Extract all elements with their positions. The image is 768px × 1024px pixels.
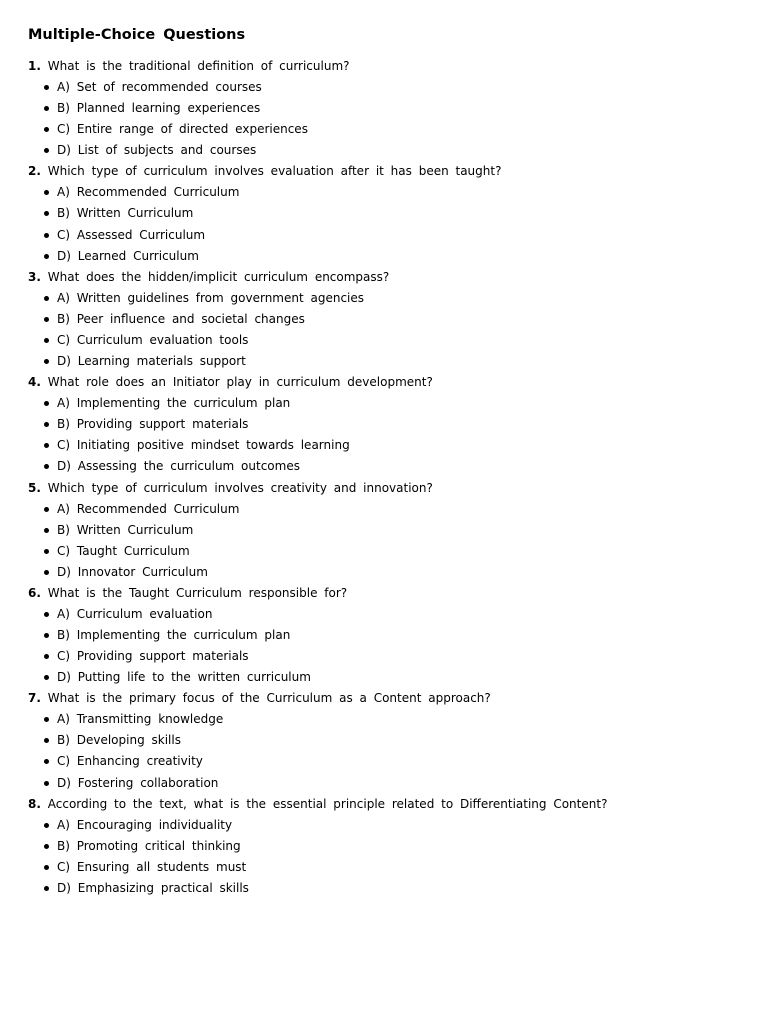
question-number: 1. — [28, 59, 41, 73]
option-list — [28, 184, 748, 263]
bullet-icon — [44, 865, 49, 870]
page-title: Multiple-Choice Questions — [28, 27, 246, 43]
option-item — [28, 627, 748, 643]
option-text: B) Promoting critical thinking — [57, 838, 241, 853]
option-item — [28, 332, 748, 348]
option-item — [28, 501, 748, 517]
question-block — [28, 163, 748, 263]
question-text — [28, 480, 748, 496]
bullet-icon — [44, 570, 49, 575]
bullet-icon — [44, 254, 49, 259]
option-text: D) Learned Curriculum — [57, 248, 199, 263]
option-list — [28, 711, 748, 790]
bullet-icon — [44, 633, 49, 638]
option-item — [28, 395, 748, 411]
option-list — [28, 79, 748, 158]
question-number: 6. — [28, 585, 41, 600]
option-list — [28, 395, 748, 474]
question-text — [28, 58, 748, 74]
option-text: B) Providing support materials — [57, 417, 249, 432]
question-prompt: Which type of curriculum involves evaluation after it has been taught? — [47, 164, 502, 179]
option-item — [28, 184, 748, 200]
question-number: 4. — [28, 375, 41, 390]
question-prompt: According to the text, what is the essential principle related to Differentiating Content? — [47, 796, 608, 811]
option-item — [28, 100, 748, 116]
bullet-icon — [44, 148, 49, 153]
option-text: A) Transmitting knowledge — [57, 712, 224, 727]
question-number: 2. — [28, 164, 41, 179]
option-item — [28, 416, 748, 432]
question-text — [28, 585, 748, 601]
question-list — [28, 58, 748, 896]
question-block — [28, 269, 748, 369]
option-text: B) Written Curriculum — [57, 522, 194, 537]
option-item — [28, 142, 748, 158]
option-item — [28, 775, 748, 791]
bullet-icon — [44, 401, 49, 406]
bullet-icon — [44, 422, 49, 427]
question-text — [28, 796, 748, 812]
option-item — [28, 838, 748, 854]
option-text: C) Providing support materials — [57, 649, 249, 664]
option-item — [28, 79, 748, 95]
option-item — [28, 648, 748, 664]
option-item — [28, 227, 748, 243]
option-text: B) Written Curriculum — [57, 206, 194, 221]
bullet-icon — [44, 528, 49, 533]
bullet-icon — [44, 190, 49, 195]
option-text: A) Written guidelines from government agencies — [57, 290, 365, 305]
option-item — [28, 205, 748, 221]
option-text: D) Fostering collaboration — [57, 775, 219, 790]
option-list — [28, 817, 748, 896]
bullet-icon — [44, 464, 49, 469]
question-number: 8. — [28, 796, 41, 811]
option-text: A) Recommended Curriculum — [57, 185, 240, 200]
bullet-icon — [44, 296, 49, 301]
option-text: B) Implementing the curriculum plan — [57, 627, 291, 642]
option-text: A) Encouraging individuality — [57, 817, 233, 832]
option-item — [28, 543, 748, 559]
option-text: C) Initiating positive mindset towards learning — [57, 438, 350, 453]
option-item — [28, 522, 748, 538]
bullet-icon — [44, 359, 49, 364]
bullet-icon — [44, 211, 49, 216]
bullet-icon — [44, 823, 49, 828]
bullet-icon — [44, 127, 49, 132]
option-text: C) Entire range of directed experiences — [57, 122, 308, 137]
question-number: 5. — [28, 480, 41, 495]
document-page — [28, 26, 748, 901]
bullet-icon — [44, 106, 49, 111]
option-item — [28, 248, 748, 264]
option-item — [28, 564, 748, 580]
bullet-icon — [44, 317, 49, 322]
bullet-icon — [44, 675, 49, 680]
option-text: C) Enhancing creativity — [57, 754, 203, 769]
option-item — [28, 311, 748, 327]
option-text: C) Curriculum evaluation tools — [57, 332, 249, 347]
bullet-icon — [44, 233, 49, 238]
option-text: A) Implementing the curriculum plan — [57, 396, 291, 411]
question-text — [28, 374, 748, 390]
question-block — [28, 480, 748, 580]
option-text: B) Planned learning experiences — [57, 101, 261, 116]
bullet-icon — [44, 612, 49, 617]
question-prompt: What is the primary focus of the Curriculum as a Content approach? — [47, 691, 491, 706]
bullet-icon — [44, 507, 49, 512]
option-text: A) Recommended Curriculum — [57, 501, 240, 516]
question-block — [28, 796, 748, 896]
option-item — [28, 290, 748, 306]
bullet-icon — [44, 549, 49, 554]
question-text — [28, 690, 748, 706]
option-text: D) Assessing the curriculum outcomes — [57, 459, 300, 474]
option-text: C) Ensuring all students must — [57, 859, 247, 874]
question-block — [28, 690, 748, 790]
option-text: D) List of subjects and courses — [57, 143, 257, 158]
option-item — [28, 753, 748, 769]
bullet-icon — [44, 338, 49, 343]
option-item — [28, 437, 748, 453]
option-text: B) Developing skills — [57, 733, 181, 748]
question-prompt: What does the hidden/implicit curriculum encompass? — [47, 269, 390, 284]
option-item — [28, 669, 748, 685]
bullet-icon — [44, 738, 49, 743]
bullet-icon — [44, 717, 49, 722]
question-prompt: What role does an Initiator play in curriculum development? — [47, 375, 433, 390]
bullet-icon — [44, 844, 49, 849]
bullet-icon — [44, 85, 49, 90]
option-text: B) Peer influence and societal changes — [57, 311, 305, 326]
question-block — [28, 585, 748, 685]
question-block — [28, 58, 748, 158]
question-text — [28, 269, 748, 285]
option-item — [28, 732, 748, 748]
option-text: D) Innovator Curriculum — [57, 564, 208, 579]
option-text: C) Assessed Curriculum — [57, 227, 206, 242]
bullet-icon — [44, 759, 49, 764]
bullet-icon — [44, 781, 49, 786]
option-text: D) Emphasizing practical skills — [57, 880, 249, 895]
option-text: D) Putting life to the written curriculum — [57, 670, 311, 685]
option-item — [28, 121, 748, 137]
option-text: A) Curriculum evaluation — [57, 606, 213, 621]
question-prompt: What is the traditional definition of curriculum? — [47, 59, 350, 73]
option-list — [28, 290, 748, 369]
question-prompt: What is the Taught Curriculum responsible for? — [47, 585, 348, 600]
option-item — [28, 458, 748, 474]
option-item — [28, 817, 748, 833]
option-item — [28, 880, 748, 896]
option-text: C) Taught Curriculum — [57, 543, 190, 558]
option-item — [28, 606, 748, 622]
option-item — [28, 353, 748, 369]
option-item — [28, 711, 748, 727]
question-prompt: Which type of curriculum involves creativity and innovation? — [47, 480, 433, 495]
question-number: 3. — [28, 269, 41, 284]
option-text: D) Learning materials support — [57, 354, 246, 369]
bullet-icon — [44, 443, 49, 448]
question-number: 7. — [28, 691, 41, 706]
option-text: A) Set of recommended courses — [57, 80, 262, 94]
option-list — [28, 501, 748, 580]
option-item — [28, 859, 748, 875]
bullet-icon — [44, 654, 49, 659]
question-text — [28, 163, 748, 179]
question-block — [28, 374, 748, 474]
bullet-icon — [44, 886, 49, 891]
option-list — [28, 606, 748, 685]
